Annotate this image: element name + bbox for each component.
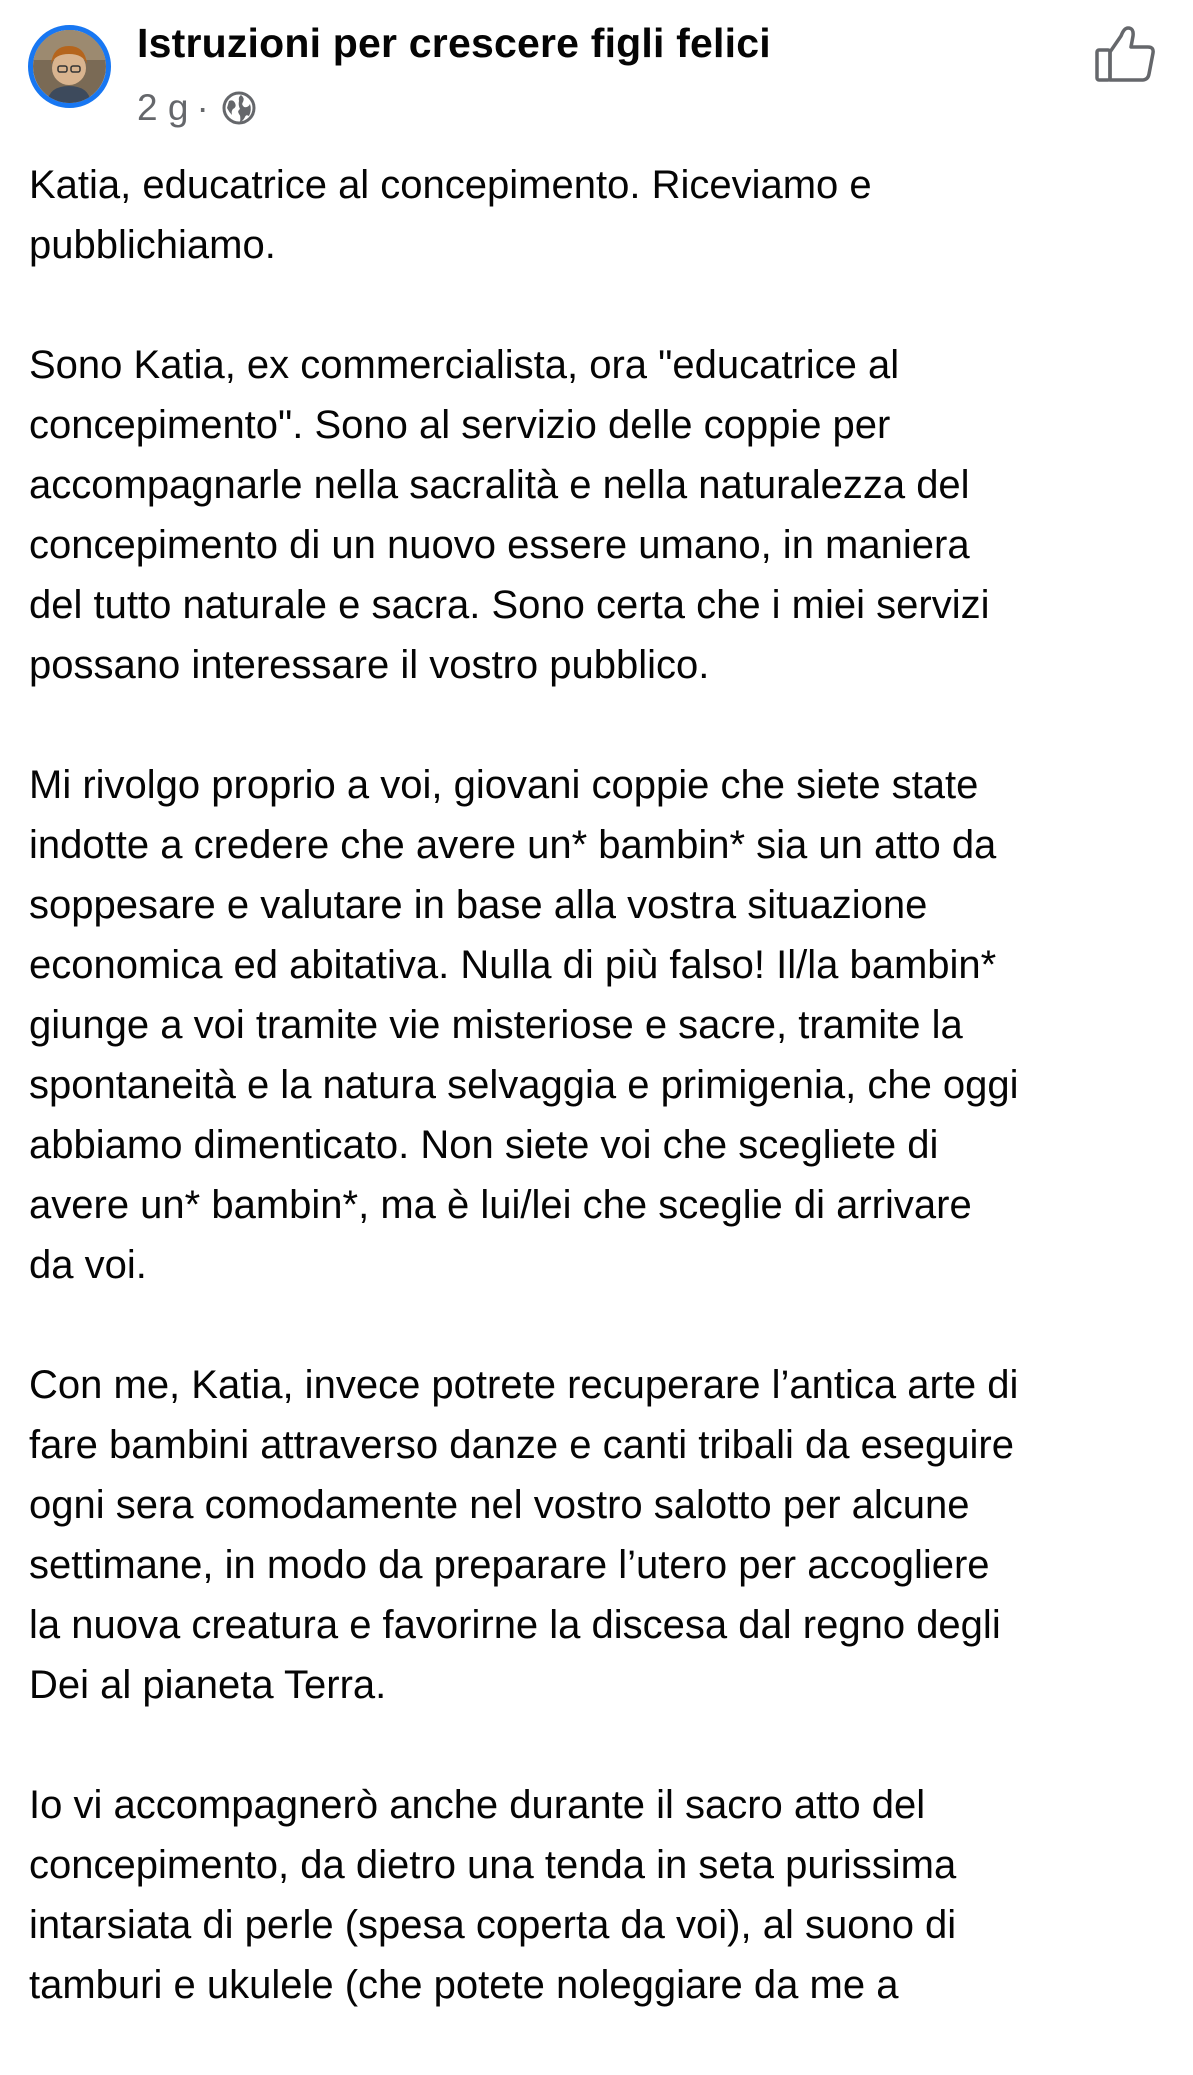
page-name[interactable]: Istruzioni per crescere figli felici: [137, 20, 771, 66]
post-time[interactable]: 2 g: [137, 87, 189, 128]
text-line: possano interessare il vostro pubblico.: [29, 643, 710, 687]
post-paragraph: [29, 755, 1179, 1295]
text-line: concepimento". Sono al servizio delle coppie per: [29, 403, 891, 447]
text-line: tamburi e ukulele (che potete noleggiare da me a: [29, 1963, 899, 2007]
text-line: concepimento di un nuovo essere umano, in maniera: [29, 523, 970, 567]
text-line: concepimento, da dietro una tenda in seta purissima: [29, 1843, 957, 1887]
text-line: Con me, Katia, invece potrete recuperare l’antica arte di: [29, 1363, 1019, 1407]
text-line: giunge a voi tramite vie misteriose e sacre, tramite la: [29, 1003, 963, 1047]
globe-icon: [221, 90, 257, 126]
text-line: avere un* bambin*, ma è lui/lei che sceglie di arrivare: [29, 1183, 972, 1227]
post-header: [0, 0, 1193, 145]
text-line: Io vi accompagnerò anche durante il sacro atto del: [29, 1783, 926, 1827]
page-avatar[interactable]: [28, 25, 111, 108]
text-line: accompagnarle nella sacralità e nella naturalezza del: [29, 463, 970, 507]
text-line: pubblichiamo.: [29, 223, 276, 267]
text-line: abbiamo dimenticato. Non siete voi che scegliete di: [29, 1123, 939, 1167]
text-line: fare bambini attraverso danze e canti tribali da eseguire: [29, 1423, 1014, 1467]
text-line: economica ed abitativa. Nulla di più falso! Il/la bambin*: [29, 943, 997, 987]
text-line: ogni sera comodamente nel vostro salotto per alcune: [29, 1483, 970, 1527]
text-line: Dei al pianeta Terra.: [29, 1663, 387, 1707]
text-line: intarsiata di perle (spesa coperta da voi), al suono di: [29, 1903, 957, 1947]
text-line: indotte a credere che avere un* bambin* sia un atto da: [29, 823, 997, 867]
thumbs-up-icon[interactable]: [1093, 22, 1157, 86]
text-line: Sono Katia, ex commercialista, ora "educatrice al: [29, 343, 900, 387]
post-paragraph: [29, 335, 1179, 695]
text-line: spontaneità e la natura selvaggia e primigenia, che oggi: [29, 1063, 1019, 1107]
post-paragraph: [29, 1355, 1179, 1715]
avatar-image: [33, 30, 106, 103]
text-line: da voi.: [29, 1243, 147, 1287]
meta-separator: ·: [196, 87, 209, 128]
post-paragraph: [29, 1775, 1179, 2015]
text-line: settimane, in modo da preparare l’utero per accogliere: [29, 1543, 990, 1587]
text-line: del tutto naturale e sacra. Sono certa che i miei servizi: [29, 583, 990, 627]
post-meta: [137, 83, 257, 133]
text-line: Mi rivolgo proprio a voi, giovani coppie che siete state: [29, 763, 979, 807]
text-line: Katia, educatrice al concepimento. Riceviamo e: [29, 163, 872, 207]
text-line: soppesare e valutare in base alla vostra situazione: [29, 883, 928, 927]
post-paragraph: [29, 155, 1179, 275]
text-line: la nuova creatura e favorirne la discesa dal regno degli: [29, 1603, 1001, 1647]
post-body: [29, 155, 1179, 2075]
